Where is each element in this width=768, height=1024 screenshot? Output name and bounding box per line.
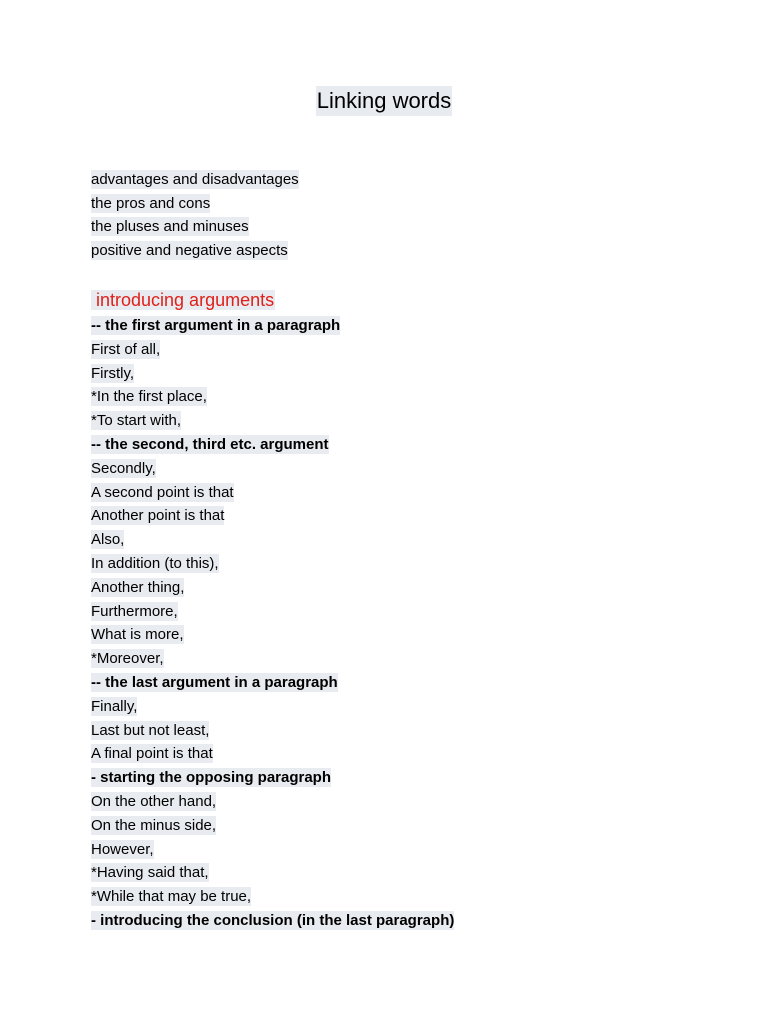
intro-term: the pros and cons bbox=[91, 194, 211, 212]
section-heading bbox=[91, 287, 275, 313]
linking-phrase: *Having said that, bbox=[91, 864, 209, 882]
intro-term: the pluses and minuses bbox=[91, 218, 249, 236]
linking-phrase: Finally, bbox=[91, 697, 138, 715]
linking-phrase: Secondly, bbox=[91, 459, 156, 477]
linking-phrase: *While that may be true, bbox=[91, 888, 252, 906]
linking-phrase: Another point is that bbox=[91, 507, 225, 525]
linking-phrase: Also, bbox=[91, 531, 125, 549]
document-title-text: Linking words bbox=[316, 86, 453, 116]
intro-term: advantages and disadvantages bbox=[91, 171, 299, 188]
linking-phrase: *In the first place, bbox=[91, 388, 207, 406]
linking-phrase: Firstly, bbox=[91, 364, 135, 382]
linking-phrase: *Moreover, bbox=[91, 650, 164, 668]
linking-phrase: Last but not least, bbox=[91, 721, 210, 739]
linking-phrase: A final point is that bbox=[91, 745, 213, 763]
linking-phrase: A second point is that bbox=[91, 483, 234, 501]
linking-phrases-list bbox=[91, 314, 454, 933]
linking-phrase: On the minus side, bbox=[91, 816, 217, 834]
section-heading-text: introducing arguments bbox=[91, 290, 275, 310]
intro-terms-list bbox=[91, 168, 299, 263]
linking-phrase: *To start with, bbox=[91, 412, 182, 430]
intro-term: positive and negative aspects bbox=[91, 242, 288, 260]
category-subheading: - introducing the conclusion (in the last paragraph) bbox=[91, 911, 455, 929]
linking-phrase: What is more, bbox=[91, 626, 184, 644]
linking-phrase: Furthermore, bbox=[91, 602, 178, 620]
linking-phrase: First of all, bbox=[91, 340, 161, 358]
linking-phrase: On the other hand, bbox=[91, 792, 217, 810]
document-title bbox=[0, 86, 768, 116]
category-subheading: - starting the opposing paragraph bbox=[91, 769, 332, 787]
category-subheading: -- the last argument in a paragraph bbox=[91, 673, 338, 691]
linking-phrase: In addition (to this), bbox=[91, 554, 219, 572]
linking-phrase: Another thing, bbox=[91, 578, 185, 596]
category-subheading: -- the second, third etc. argument bbox=[91, 435, 329, 453]
category-subheading: -- the first argument in a paragraph bbox=[91, 317, 341, 334]
linking-phrase: However, bbox=[91, 840, 154, 858]
